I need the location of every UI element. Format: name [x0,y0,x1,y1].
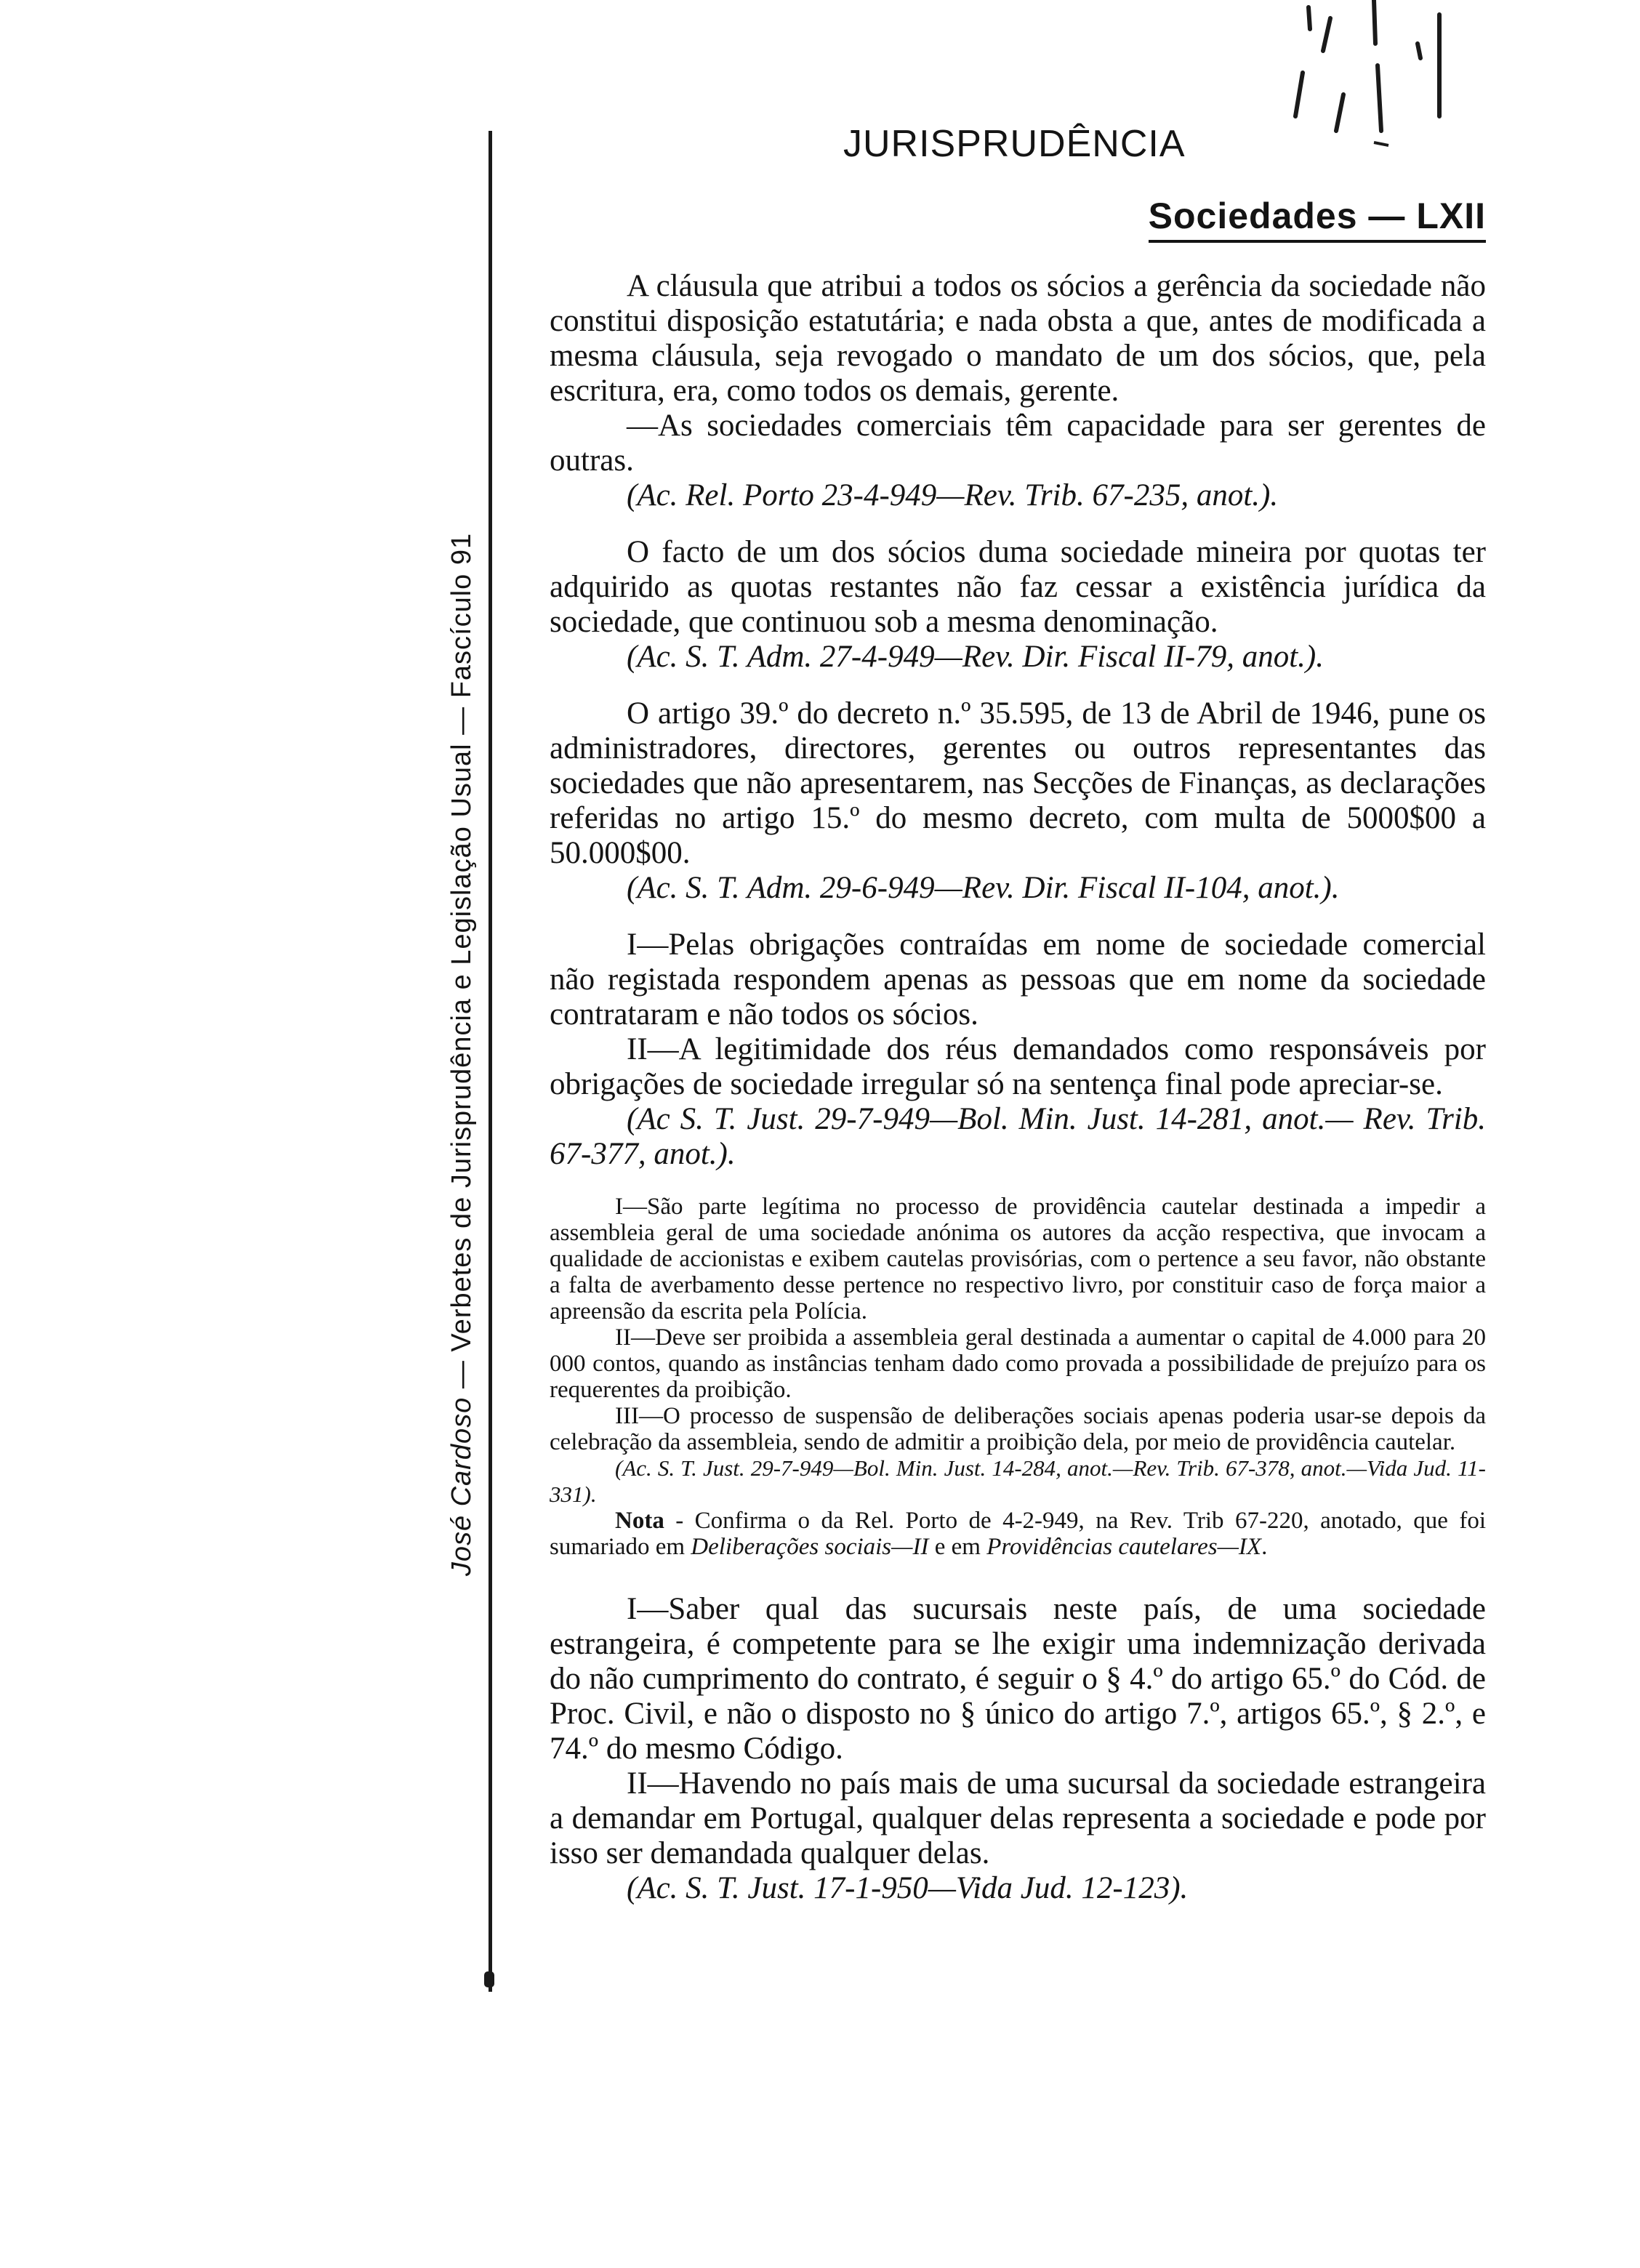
entry-paragraph: II—A legitimidade dos réus demandados como responsáveis por obrigações de sociedade irregular só na sentença final pode apreciar-se. [550,1032,1486,1101]
entry [550,696,1486,906]
entry-paragraph: III—O processo de suspensão de deliberações sociais apenas poderia usar-se depois da celebração da assembleia, sendo de admitir a proibição dela, por meio de providência cautelar. [550,1403,1486,1455]
entry-paragraph: A cláusula que atribui a todos os sócios a gerência da sociedade não constitui disposição estatutária; e nada obsta a que, antes de modificada a mesma cláusula, seja revogado o mandato de um dos sócios, que, pela escritura, era, como todos os demais, gerente. [550,269,1486,408]
section-title: Sociedades — LXII [1149,195,1486,243]
running-header-vertical [439,532,486,1576]
note-reference: Providências cautelares—IX [986,1534,1262,1560]
note-text: - Confirma o da Rel. Porto de 4-2-949, na Rev. Trib 67-220, anotado, que foi sumariado em [550,1508,1486,1560]
running-header-author: José Cardoso [446,1396,478,1576]
entry-citation: (Ac. Rel. Porto 23-4-949—Rev. Trib. 67-235, anot.). [627,478,1279,512]
entry-paragraph: II—Havendo no país mais de uma sucursal da sociedade estrangeira a demandar em Portugal, qualquer delas representa a sociedade e pode por isso ser demandada qualquer delas. [550,1766,1486,1870]
entry-citation: (Ac. S. T. Adm. 29-6-949—Rev. Dir. Fiscal II-104, anot.). [627,871,1340,905]
entry-paragraph: O facto de um dos sócios duma sociedade mineira por quotas ter adquirido as quotas restantes não faz cessar a existência jurídica da sociedade, que continuou sob a mesma denominação. [550,535,1486,639]
note-reference: Deliberações sociais—II [691,1534,929,1560]
page-header: JURISPRUDÊNCIA [843,123,1186,165]
entry-paragraph: I—Pelas obrigações contraídas em nome de sociedade comercial não registada respondem apenas as pessoas que em nome da sociedade contrataram e não todos os sócios. [550,928,1486,1032]
entry-paragraph: I—Saber qual das sucursais neste país, de uma sociedade estrangeira, é competente para se lhe exigir uma indemnização derivada do não cumprimento do contrato, é seguir o § 4.º do artigo 65.º do Cód. de Proc. Civil, e não o disposto no § único do artigo 7.º, artigos 65.º, § 2.º, e 74.º do mesmo Código. [550,1592,1486,1766]
entry-citation: (Ac. S. T. Just. 29-7-949—Bol. Min. Just. 14-284, anot.—Rev. Trib. 67-378, anot.—Vida Jud. 11-331). [550,1455,1486,1507]
entry [550,269,1486,513]
entry [550,1592,1486,1906]
entry-paragraph: II—Deve ser proibida a assembleia geral destinada a aumentar o capital de 4.000 para 20 000 contos, quando as instâncias tenham dado como provada a possibilidade de prejuízo para os requerentes da proibição. [550,1324,1486,1403]
entry [550,928,1486,1172]
entry-note [550,1508,1486,1560]
margin-mark [484,1971,494,1987]
note-text: e em [928,1534,987,1560]
note-text: . [1261,1534,1268,1560]
note-label: Nota [615,1508,664,1534]
entry-small-print [550,1194,1486,1560]
entry-citation: (Ac. S. T. Just. 17-1-950—Vida Jud. 12-123). [627,1871,1189,1905]
entry-citation: (Ac S. T. Just. 29-7-949—Bol. Min. Just. 14-281, anot.— Rev. Trib. 67-377, anot.). [550,1102,1486,1171]
running-header-title: — Verbetes de Jurisprudência e Legislação Usual — Fascículo 91 [446,532,478,1397]
margin-rule [489,131,492,1992]
document-body [550,269,1486,1928]
entry-paragraph: —As sociedades comerciais têm capacidade para ser gerentes de outras. [550,409,1486,478]
handwritten-marks [1265,0,1454,160]
entry-citation: (Ac. S. T. Adm. 27-4-949—Rev. Dir. Fiscal II-79, anot.). [627,640,1324,674]
entry-paragraph: I—São parte legítima no processo de providência cautelar destinada a impedir a assembleia geral de uma sociedade anónima os autores da acção respectiva, que invocam a qualidade de accionistas e exibem cautelas provisórias, com o pertence a seu favor, não obstante a falta de averbamento desse pertence no respectivo livro, por constituir caso de força maior a apreensão da escrita pela Polícia. [550,1194,1486,1324]
entry [550,535,1486,675]
entry-paragraph: O artigo 39.º do decreto n.º 35.595, de 13 de Abril de 1946, pune os administradores, directores, gerentes ou outros representantes das sociedades que não apresentarem, nas Secções de Finanças, as declarações referidas no artigo 15.º do mesmo decreto, com multa de 5000$00 a 50.000$00. [550,696,1486,870]
